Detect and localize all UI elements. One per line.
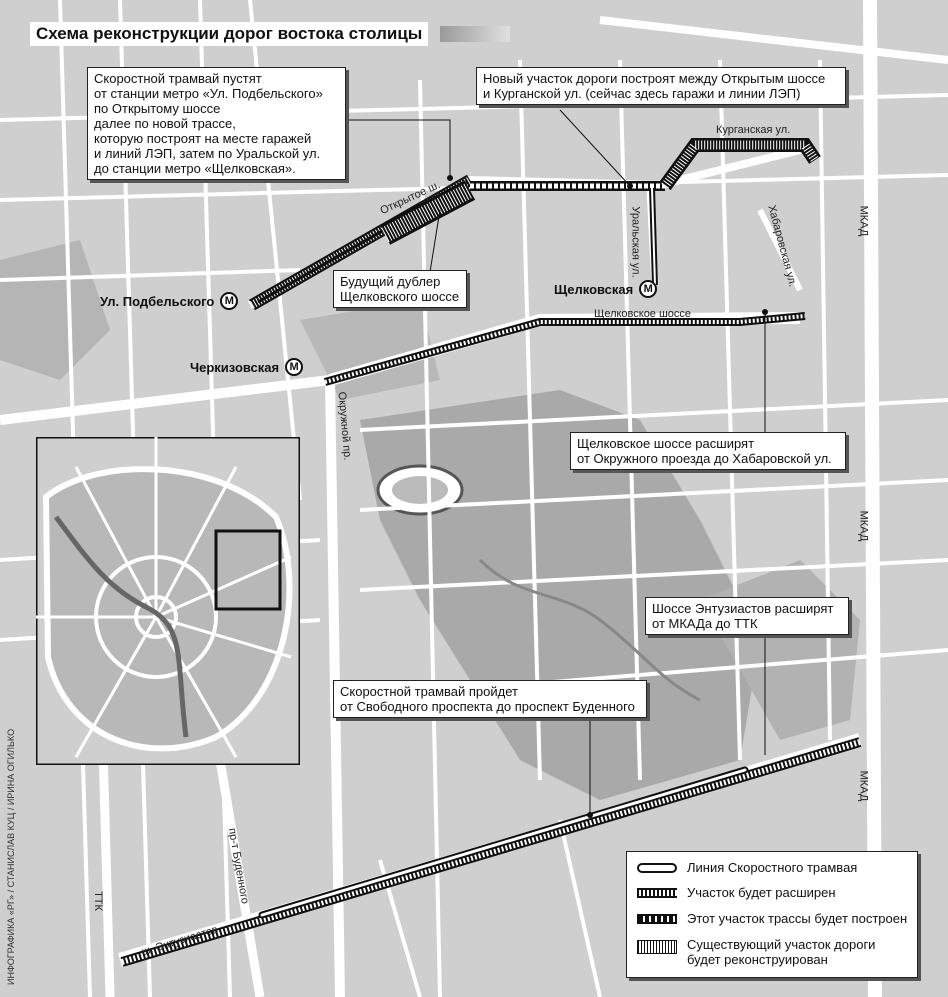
page-title: Схема реконструкции дорог востока столицы [30, 22, 428, 46]
legend-label: Существующий участок дороги будет реконструирован [687, 937, 876, 967]
legend-label: Линия Скоростного трамвая [687, 860, 858, 875]
callout-shchelkovo-widen: Щелковское шоссе расширят от Окружного проезда до Хабаровской ул. [570, 432, 846, 470]
reconstructed-symbol [637, 940, 677, 954]
title-decoration [440, 26, 510, 42]
street-budenny: пр-т Буденного [225, 827, 251, 905]
station-podbelsky [100, 292, 238, 310]
legend-item-tram [637, 860, 857, 875]
legend-label: Участок будет расширен [687, 885, 836, 900]
station-shchelkovskaya [554, 280, 657, 298]
leader-dot [762, 309, 768, 315]
leader-dot [587, 812, 593, 818]
station-label: Ул. Подбельского [100, 293, 215, 309]
widened-symbol [637, 888, 677, 898]
new-section-symbol [637, 914, 677, 924]
street-otkrytoe: Открытое ш. [378, 178, 443, 218]
station-cherkizovskaya [190, 358, 303, 376]
inset-locator-map [36, 437, 300, 765]
callout-entuziastov-widen: Шоссе Энтузиастов расширят от МКАДа до ТТК [645, 597, 849, 635]
street-khabarovskaya: Хабаровская ул. [765, 203, 799, 289]
credit: ИНФОГРАФИКА «РГ» / СТАНИСЛАВ КУЦ / ИРИНА ОГИЛЬКО [6, 728, 16, 985]
legend-item-reconstructed [637, 937, 902, 967]
legend-item-widened [637, 885, 836, 900]
station-label: Черкизовская [190, 359, 280, 375]
legend [626, 851, 918, 978]
street-ttk: ТТК [91, 891, 104, 911]
metro-icon: M [285, 358, 303, 376]
street-mkad: МКАД [857, 510, 870, 542]
metro-icon: M [220, 292, 238, 310]
callout-doubler: Будущий дублер Щелковского шоссе [333, 270, 467, 308]
callout-new-road: Новый участок дороги построят между Открытым шоссе и Курганской ул. (сейчас здесь гаражи и линии ЛЭП) [476, 67, 846, 105]
stadium-field [392, 476, 448, 504]
street-okruzhnoy: Окружной пр. [335, 391, 354, 461]
legend-label: Этот участок трассы будет построен [687, 911, 908, 926]
street-mkad: МКАД [857, 770, 870, 802]
leader-dot [627, 183, 633, 189]
metro-icon: M [639, 280, 657, 298]
station-label: Щелковская [554, 281, 634, 297]
street-shchelkovo: Щелковское шоссе [594, 308, 692, 320]
callout-tram-budenny: Скоростной трамвай пройдет от Свободного проспекта до проспект Буденного [333, 680, 647, 718]
street-uralskaya: Уральская ул. [629, 206, 642, 278]
callout-tram-podbelsky: Скоростной трамвай пустят от станции метро «Ул. Подбельского» по Открытому шоссе далее по новой трассе, которую построят на месте гаражей и линий ЛЭП, затем по Уральской ул. до станции метро «Щелковская». [87, 67, 346, 180]
park-area [0, 240, 110, 380]
street-entuziastov: ш. Энтузиастов [139, 923, 220, 959]
street-mkad: МКАД [857, 205, 870, 237]
tram-line-symbol [637, 863, 677, 873]
street-kurganskaya: Курганская ул. [716, 124, 791, 136]
leader-dot [447, 175, 453, 181]
legend-item-new [637, 911, 907, 926]
